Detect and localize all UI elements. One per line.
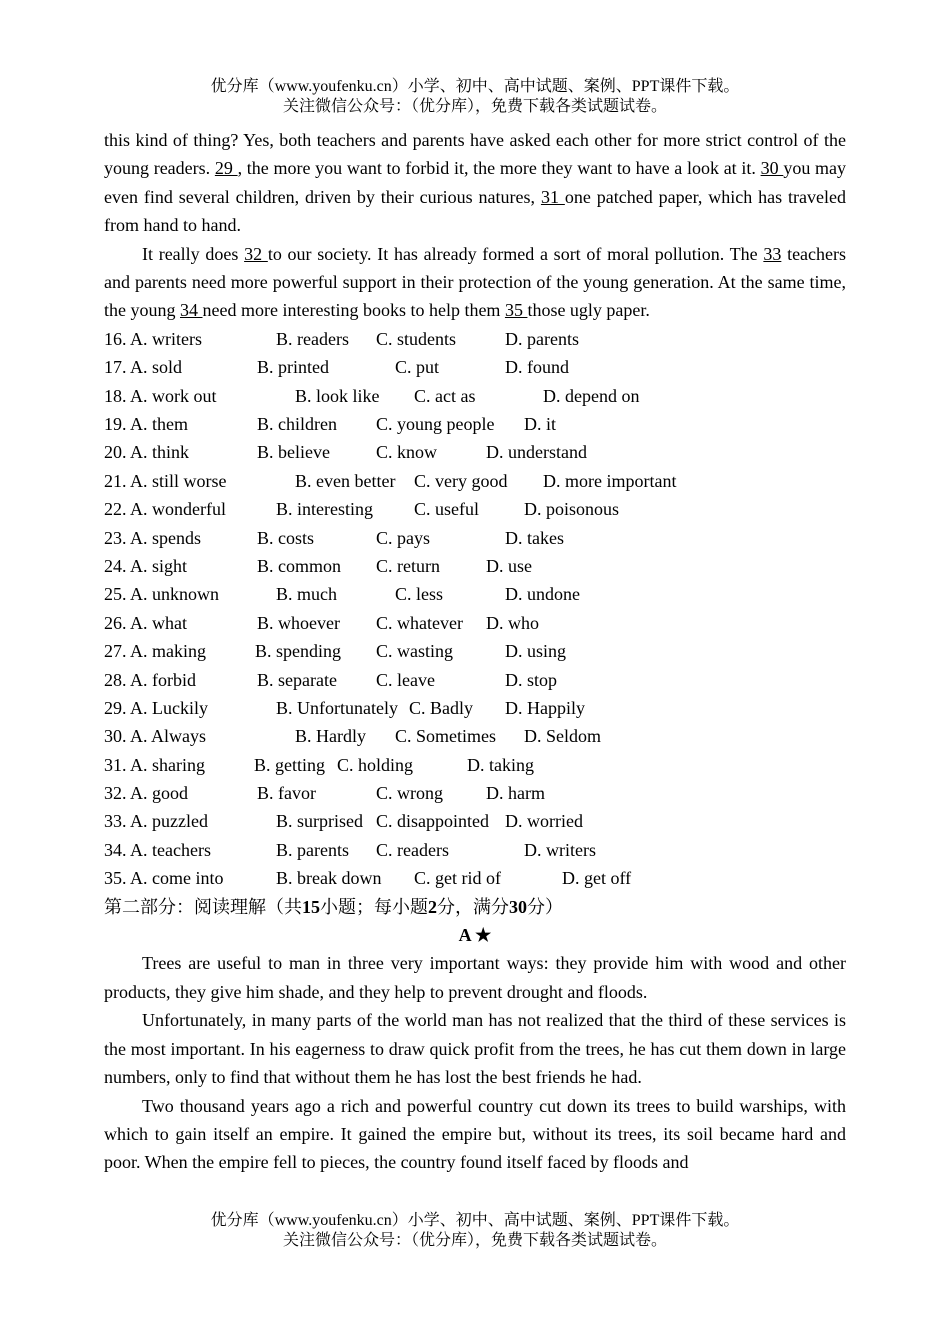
blank-32: 32 bbox=[244, 243, 268, 264]
blank-31: 31 bbox=[540, 186, 565, 207]
question-row: 27. A. making B. spending C. wasting D. using bbox=[104, 641, 567, 662]
footer-line-1: 优分库（www.youfenku.cn）小学、初中、高中试题、案例、PPT课件下载。 bbox=[210, 1212, 740, 1229]
question-row: 22. A. wonderful B. interesting C. useful D. poisonous bbox=[104, 499, 620, 520]
header-line-2: 关注微信公众号：（优分库），免费下载各类试题试卷。 bbox=[282, 98, 667, 115]
passage-paragraph-2: Unfortunately, in many parts of the world man has not realized that the third of these services is the most important. In his eagerness to draw quick profit from the trees, he has cut them down in large numbers, only to find that without them he has lost the best friends he had. bbox=[104, 1010, 846, 1088]
question-row: 23. A. spends B. costs C. pays D. takes bbox=[104, 527, 564, 548]
blank-35: 35 bbox=[504, 300, 528, 321]
question-row: 19. A. them B. children C. young people D. it bbox=[104, 414, 557, 435]
question-row: 26. A. what B. whoever C. whatever D. who bbox=[104, 612, 539, 633]
cloze-paragraph-1: this kind of thing? Yes, both teachers and parents have asked each other for more strict control of the young readers. 29 , the more you want to forbid it, the more they want to have a look at it. 30 you may even find several children, driven by their curious natures, 31 one patched paper, which has traveled from hand to hand. bbox=[104, 130, 847, 236]
page-footer bbox=[0, 1211, 950, 1251]
question-row: 30. A. Always B. Hardly C. Sometimes D. Seldom bbox=[104, 726, 602, 747]
question-row: 17. A. sold B. printed C. put D. found bbox=[104, 357, 569, 378]
question-row: 32. A. good B. favor C. wrong D. harm bbox=[104, 783, 545, 804]
passage-title: A ★ bbox=[458, 925, 492, 946]
question-row: 18. A. work out B. look like C. act as D. depend on bbox=[104, 385, 640, 406]
question-row: 34. A. teachers B. parents C. readers D. writers bbox=[104, 839, 596, 860]
passage-paragraph-1: Trees are useful to man in three very important ways: they provide him with wood and other products, they give him shade, and they help to prevent drought and floods. bbox=[104, 953, 846, 1002]
blank-33: 33 bbox=[763, 243, 782, 264]
page-header bbox=[0, 77, 950, 117]
blank-30: 30 bbox=[760, 158, 784, 179]
question-row: 31. A. sharing B. getting C. holding D. taking bbox=[104, 754, 534, 775]
question-row: 16. A. writers B. readers C. students D. parents bbox=[104, 328, 579, 349]
page-content bbox=[104, 126, 846, 1177]
blank-29: 29 bbox=[214, 158, 238, 179]
header-line-1: 优分库（www.youfenku.cn）小学、初中、高中试题、案例、PPT课件下载。 bbox=[210, 78, 740, 95]
cloze-paragraph-2: It really does 32 to our society. It has already formed a sort of moral pollution. The 33 teachers and parents need more powerful support in their protection of the young generation. At the same time, the young 34 need more interesting books to help them 35 those ugly paper. bbox=[104, 243, 847, 321]
question-row: 25. A. unknown B. much C. less D. undone bbox=[104, 584, 580, 605]
question-row: 29. A. Luckily B. Unfortunately C. Badly D. Happily bbox=[104, 697, 585, 718]
footer-line-2: 关注微信公众号：（优分库），免费下载各类试题试卷。 bbox=[282, 1232, 667, 1249]
passage-paragraph-3: Two thousand years ago a rich and powerful country cut down its trees to build warships, with which to gain itself an empire. It gained the empire but, without its trees, its soil became hard and poor. When the empire fell to pieces, the country found itself faced by floods and bbox=[104, 1095, 846, 1173]
question-row: 20. A. think B. believe C. know D. understand bbox=[104, 442, 587, 463]
question-row: 21. A. still worse B. even better C. very good D. more important bbox=[104, 470, 677, 491]
question-row: 35. A. come into B. break down C. get rid of D. get off bbox=[104, 868, 632, 889]
blank-34: 34 bbox=[180, 300, 203, 321]
question-list bbox=[104, 325, 846, 893]
question-row: 28. A. forbid B. separate C. leave D. stop bbox=[104, 669, 558, 690]
question-row: 33. A. puzzled B. surprised C. disappointed D. worried bbox=[104, 811, 583, 832]
question-row: 24. A. sight B. common C. return D. use bbox=[104, 555, 532, 576]
section-title: 第二部分：阅读理解（共15小题；每小题2分，满分30分） bbox=[104, 896, 563, 917]
